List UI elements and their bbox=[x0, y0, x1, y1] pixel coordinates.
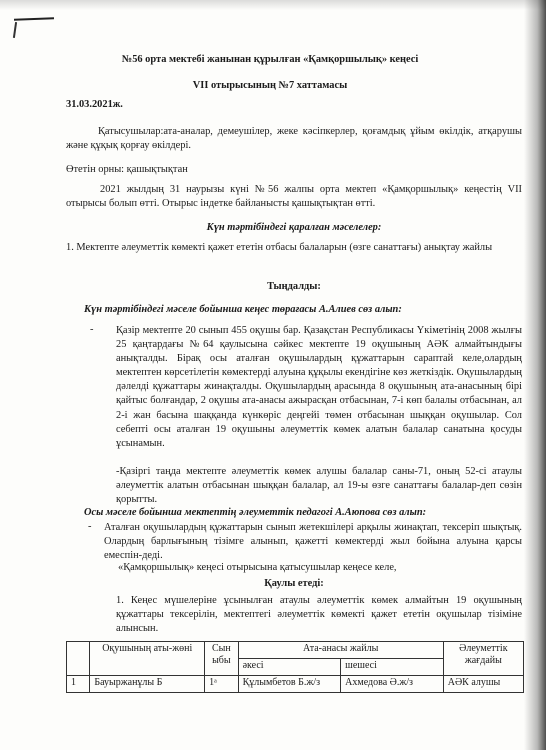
table-header-cell bbox=[67, 642, 90, 676]
scan-shadow-top bbox=[0, 0, 546, 10]
speaker1-conclusion: -Қазіргі таңда мектепте әлеуметтік көмек алушы балалар саны-71, оның 52-сі атаулы әлеуметтік алатын отбасынан шыққан балалар, ал 19-ы өзге санаттағы балалар-деп сөзін қорытты. bbox=[116, 466, 522, 506]
table-header-cell: Оқушының аты-жөні bbox=[90, 642, 205, 676]
table-row bbox=[67, 676, 524, 693]
document-title: №56 орта мектебі жанынан құрылған «Қамқоршылық» кеңесі bbox=[121, 54, 419, 65]
list-dash: - bbox=[88, 521, 92, 532]
agenda-item: 1. Мектепте әлеуметтік көмекті қажет ететін отбасы балаларын (өзге санаттағы) анықтау жайлы bbox=[66, 242, 493, 253]
speaker1-heading: Күн тәртібіндегі мәселе бойынша кеңес төрағасы А.Алиев сөз алып: bbox=[84, 304, 402, 315]
table-cell: 1ᵃ bbox=[205, 676, 239, 693]
agenda-heading: Күн тәртібіндегі қаралған мәселелер: bbox=[206, 222, 382, 233]
table-header-cell: Сын ыбы bbox=[205, 642, 239, 676]
venue-text: Өтетін орны: қашықтықтан bbox=[66, 164, 188, 175]
list-dash: - bbox=[90, 324, 94, 335]
students-table bbox=[66, 641, 524, 693]
speaker1-text: Қазір мектепте 20 сынып 455 оқушы бар. Қазақстан Республикасы Үкіметінің 2008 жылғы 25 қаңтардағы №64 қаулысына сәйкес мектепте 19 оқушының АӘК алмайтындығы анықталды. Бірақ осы аталған оқушылардың құжаттарын сараптай келе,олардың мектептен көрсетілетін көмектерді алуына құқылы екендігіне көз жеткіздік. Оқушылардың дәлелді құжаттары жинақталды. Оқушылардың арасында 8 оқушының ата-анасының бірі қайтыс болғандар, 2 оқушы ата-анасы ажырасқан отбасынан, 7-і көп балалы отбасынан, ал 2-і жан басына шаққанда күнкөріс деңгейі төмен отбасынан шыққан оқушылар. Сол себепті осы аталған 19 оқушыны әлеуметтік көмек алатын балалар санатына қосуды ұсынамын. bbox=[116, 325, 522, 449]
table-cell: Құлымбетов Б.ж/з bbox=[238, 676, 341, 693]
intro-text: 2021 жылдың 31 наурызы күні №56 жалпы орта мектеп «Қамқоршылық» кеңестің VII отырысы болып өтті. Отырыс індетке байланысты қашықтықтан өтті. bbox=[66, 184, 522, 210]
speaker2-text: Аталған оқушылардың құжаттарын сынып жетекшілері арқылы жинақтап, тексеріп шықтық. Олардың барлығының тізімге алынып, қажетті көмектерді жыл бойына алуына қарсы емеспін-деді. bbox=[104, 522, 522, 562]
pen-mark-stroke bbox=[13, 22, 17, 38]
decision-item: 1. Кеңес мүшелеріне ұсынылған атаулы әлеуметтік көмек алмайтын 19 оқушының құжаттары тексерілін, мектептегі әлеуметтік көмекті қажет ететін оқушылар тізіміне алынсын. bbox=[116, 595, 522, 635]
table-cell: 1 bbox=[67, 676, 90, 693]
table-cell: Бауыржанұлы Б bbox=[90, 676, 205, 693]
table-header-row bbox=[67, 642, 524, 659]
participants-text: Қатысушылар:ата-аналар, демеушілер, жеке кәсіпкерлер, қоғамдық ұйым өкілдік, атқарушы және құқық қорғау өкілдері. bbox=[66, 126, 522, 152]
table-cell: Ахмедова Ә.ж/з bbox=[341, 676, 444, 693]
heard-heading: Тыңдалды: bbox=[267, 281, 321, 292]
table-header-cell: Әлеуметтік жағдайы bbox=[443, 642, 523, 676]
table-subheader-cell: шешесі bbox=[341, 659, 444, 676]
table-subheader-cell: әкесі bbox=[238, 659, 341, 676]
table-header-cell: Ата-анасы жайлы bbox=[238, 642, 443, 659]
session-title: VII отырысының №7 хаттамасы bbox=[192, 80, 348, 91]
speaker2-heading: Осы мәселе бойынша мектептің әлеуметтік педагогі А.Аюпова сөз алып: bbox=[84, 507, 427, 518]
document-date: 31.03.2021ж. bbox=[66, 99, 123, 110]
table-cell: АӘК алушы bbox=[443, 676, 523, 693]
scan-shadow-right bbox=[524, 0, 546, 750]
council-note: «Қамқоршылық» кеңесі отырысына қатысушылар кеңесе келе, bbox=[118, 562, 397, 573]
decision-heading: Қаулы етеді: bbox=[264, 578, 324, 589]
pen-mark bbox=[14, 17, 54, 20]
